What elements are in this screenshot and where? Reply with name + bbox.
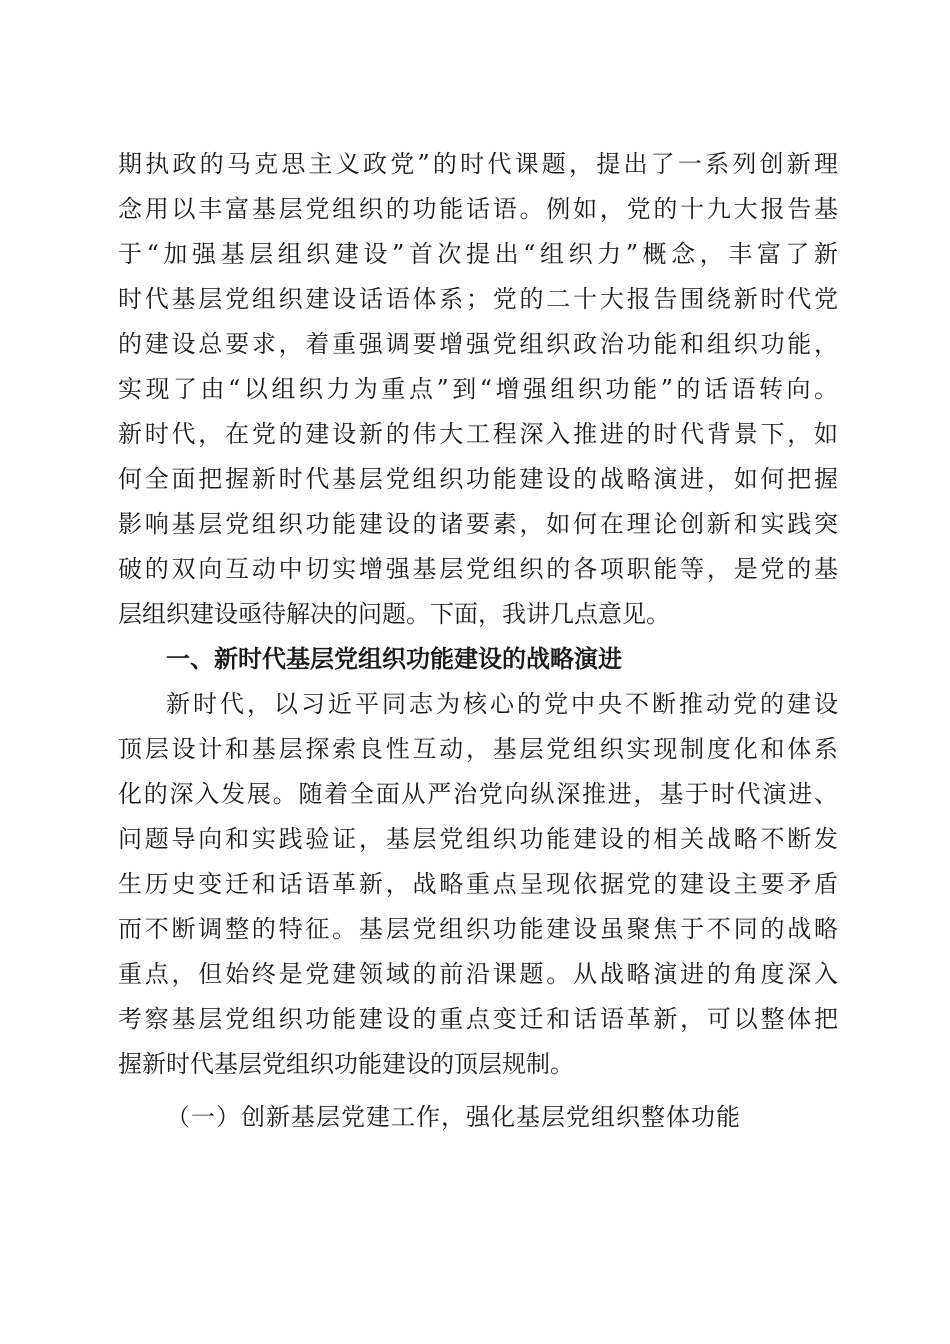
text-line: 握新时代基层党组织功能建设的顶层规制。 [118,1050,574,1078]
text-line: 生历史变迁和话语革新，战略重点呈现依据党的建设主要矛盾 [118,870,838,898]
text-line: 时代基层党组织建设话语体系；党的二十大报告围绕新时代党 [118,285,838,313]
section-heading: 一、新时代基层党组织功能建设的战略演进 [166,645,622,673]
text-line: 层组织建设亟待解决的问题。下面，我讲几点意见。 [118,600,670,628]
text-line: 实现了由“以组织力为重点”到“增强组织功能”的话语转向。 [118,375,838,403]
text-line: 新时代，在党的建设新的伟大工程深入推进的时代背景下，如 [118,420,838,448]
text-line: 而不断调整的特征。基层党组织功能建设虽聚焦于不同的战略 [118,915,838,943]
paragraph-section-one [118,682,838,1087]
text-line: 影响基层党组织功能建设的诸要素，如何在理论创新和实践突 [118,510,838,538]
text-line: 于“加强基层组织建设”首次提出“组织力”概念，丰富了新 [118,240,838,268]
text-line: 顶层设计和基层探索良性互动，基层党组织实现制度化和体系 [118,735,838,763]
text-line: 破的双向互动中切实增强基层党组织的各项职能等，是党的基 [118,555,838,583]
text-line: 念用以丰富基层党组织的功能话语。例如，党的十九大报告基 [118,195,838,223]
text-line: 重点，但始终是党建领域的前沿课题。从战略演进的角度深入 [118,960,838,988]
text-line: 的建设总要求，着重强调要增强党组织政治功能和组织功能， [118,330,838,358]
paragraph-intro [118,142,838,637]
text-line: 考察基层党组织功能建设的重点变迁和话语革新，可以整体把 [118,1005,838,1033]
subsection-heading: （一）创新基层党建工作，强化基层党组织整体功能 [166,1103,741,1131]
text-line: 期执政的马克思主义政党”的时代课题，提出了一系列创新理 [118,150,838,178]
text-line: 化的深入发展。随着全面从严治党向纵深推进，基于时代演进、 [118,780,838,808]
text-line: 新时代，以习近平同志为核心的党中央不断推动党的建设 [166,690,838,718]
document-body [118,142,838,1140]
text-line: 问题导向和实践验证，基层党组织功能建设的相关战略不断发 [118,825,838,853]
text-line: 何全面把握新时代基层党组织功能建设的战略演进，如何把握 [118,465,838,493]
spacer [118,1087,838,1095]
